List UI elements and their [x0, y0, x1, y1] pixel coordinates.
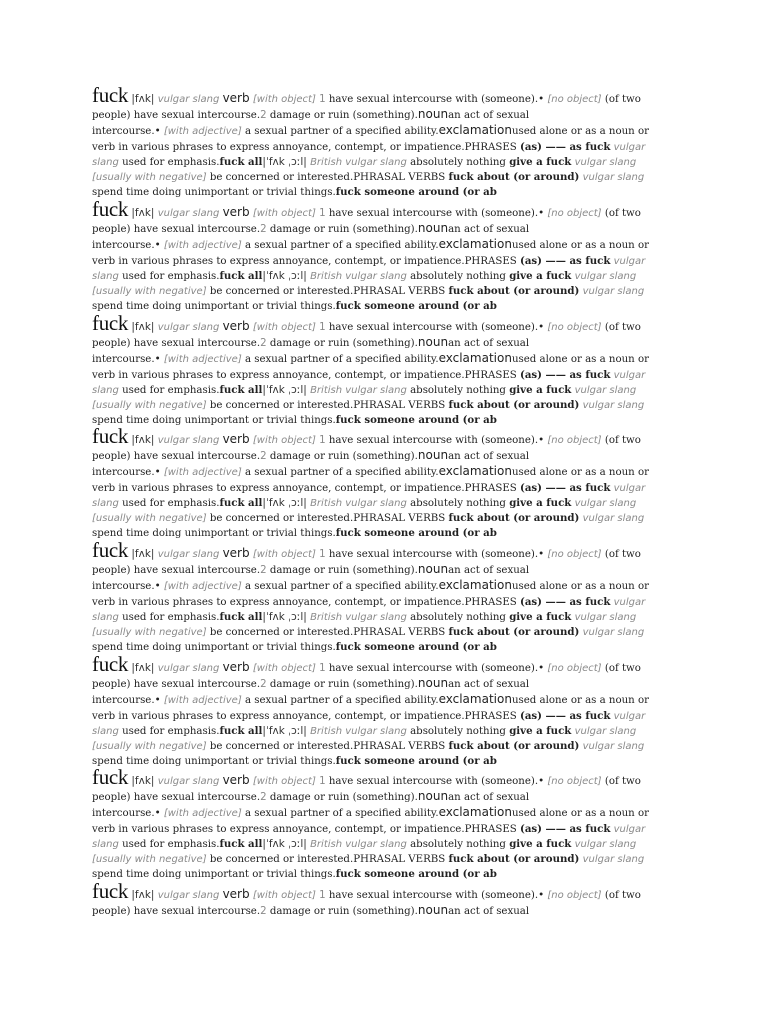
pronunciation: |fʌk|: [131, 434, 155, 446]
register-label: vulgar slang: [582, 741, 645, 753]
phrasal-verb-fuck-about: fuck about (or around): [448, 399, 580, 412]
headword: fuck: [92, 83, 129, 107]
sense-2-definition: damage or ruin (something).: [269, 224, 418, 236]
noun-definition: an act of sexual: [448, 110, 530, 122]
part-of-speech-verb: verb: [222, 773, 250, 787]
phrasal-verb-fuck-about: fuck about (or around): [448, 740, 580, 753]
definition-text: be concerned or interested.: [209, 854, 354, 866]
phrase-as-fuck: (as) —— as fuck: [520, 481, 611, 494]
phrase-fuck-all: fuck all: [219, 724, 263, 737]
noun-definition: an act of sexual: [448, 565, 530, 577]
grammar-usually-negative: [usually with negative]: [92, 741, 207, 753]
exclamation-definition: used alone or as a noun or: [511, 240, 649, 252]
definition-text: used for emphasis.: [122, 156, 220, 168]
definition-text: intercourse.: [92, 354, 155, 366]
part-of-speech-exclamation: exclamation: [438, 237, 512, 252]
bullet: •: [154, 581, 161, 593]
part-of-speech-noun: noun: [417, 221, 449, 236]
grammar-usually-negative: [usually with negative]: [92, 513, 207, 525]
noun-definition: an act of sexual: [448, 792, 530, 804]
definition-text: be concerned or interested.: [209, 513, 354, 525]
phrases-label: PHRASES: [464, 369, 517, 381]
phrases-label: PHRASES: [464, 596, 517, 608]
definition-text: be concerned or interested.: [209, 172, 354, 184]
bullet: •: [154, 240, 161, 252]
bullet: •: [154, 126, 161, 138]
register-label: vulgar slang: [157, 208, 220, 219]
phrase-give-a-fuck: give a fuck: [509, 837, 572, 850]
grammar-with-object: [with object]: [252, 549, 316, 560]
register-label: vulgar slang: [574, 384, 637, 396]
phrase-as-fuck: (as) —— as fuck: [520, 254, 611, 267]
definition-text: absolutely nothing: [410, 497, 506, 509]
bullet: •: [538, 208, 545, 219]
sense-2-definition: damage or ruin (something).: [269, 110, 418, 122]
pronunciation: |fʌk|: [131, 775, 155, 787]
dictionary-entry: [92, 424, 670, 541]
definition-text: (of two: [604, 663, 641, 674]
bullet: •: [154, 467, 161, 479]
definition-text: verb in various phrases to express annoyance, contempt, or impatience.: [92, 823, 465, 835]
definition-text: verb in various phrases to express annoyance, contempt, or impatience.: [92, 255, 465, 267]
register-label: British vulgar slang: [310, 725, 407, 737]
sense-number-1: 1: [319, 663, 326, 674]
definition-text: used for emphasis.: [122, 497, 220, 509]
register-label: vulgar slang: [582, 172, 645, 184]
grammar-with-adjective: [with adjective]: [163, 126, 242, 138]
sense-number-2: 2: [260, 792, 267, 804]
grammar-with-object: [with object]: [252, 663, 316, 674]
definition-text: (of two: [604, 549, 641, 560]
phrase-fuck-all: fuck all: [219, 610, 263, 623]
grammar-with-object: [with object]: [252, 208, 316, 219]
phrase-give-a-fuck: give a fuck: [509, 724, 572, 737]
register-label: vulgar slang: [574, 725, 637, 737]
sense-1-definition: have sexual intercourse with (someone).: [328, 663, 539, 674]
noun-definition: an act of sexual: [448, 338, 530, 350]
definition-text: (of two: [604, 322, 641, 333]
grammar-with-adjective: [with adjective]: [163, 581, 242, 593]
pronunciation: |fʌk|: [131, 93, 155, 105]
grammar-with-object: [with object]: [252, 776, 316, 787]
grammar-usually-negative: [usually with negative]: [92, 400, 207, 412]
sense-number-2: 2: [260, 110, 267, 122]
definition-text: verb in various phrases to express annoyance, contempt, or impatience.: [92, 369, 465, 381]
phrase-as-fuck: (as) —— as fuck: [520, 709, 611, 722]
register-label: British vulgar slang: [310, 838, 407, 850]
phrase-fuck-all: fuck all: [219, 496, 263, 509]
bullet: •: [538, 94, 545, 105]
sense-number-2: 2: [260, 338, 267, 350]
definition-text: be concerned or interested.: [209, 286, 354, 298]
register-label: vulgar slang: [92, 141, 646, 168]
phrasal-verb-fuck-someone-around: fuck someone around (or ab: [335, 868, 497, 881]
sense-number-1: 1: [319, 322, 326, 333]
grammar-no-object: [no object]: [547, 322, 602, 333]
dictionary-entry: [92, 538, 670, 655]
phrase-give-a-fuck: give a fuck: [509, 155, 572, 168]
phrasal-verb-fuck-about: fuck about (or around): [448, 171, 580, 184]
grammar-with-adjective: [with adjective]: [163, 695, 242, 707]
grammar-with-object: [with object]: [252, 94, 316, 105]
dictionary-entry: [92, 197, 670, 314]
sense-number-1: 1: [319, 94, 326, 105]
phrasal-verb-fuck-about: fuck about (or around): [448, 512, 580, 525]
definition-text: (of two: [604, 435, 641, 446]
phrasal-verbs-label: PHRASAL VERBS: [353, 400, 446, 412]
grammar-usually-negative: [usually with negative]: [92, 854, 207, 866]
phrase-fuck-all: fuck all: [219, 383, 263, 396]
phrase-fuck-all: fuck all: [219, 269, 263, 282]
register-label: vulgar slang: [582, 513, 645, 525]
sense-1-definition: have sexual intercourse with (someone).: [328, 94, 539, 105]
dictionary-entry: [92, 652, 670, 769]
headword: fuck: [92, 197, 129, 221]
grammar-no-object: [no object]: [547, 890, 602, 901]
definition-text: intercourse.: [92, 126, 155, 138]
definition-text: (of two: [604, 208, 641, 219]
phrase-as-fuck: (as) —— as fuck: [520, 595, 611, 608]
definition-text: used for emphasis.: [122, 384, 220, 396]
phrasal-verbs-label: PHRASAL VERBS: [353, 513, 446, 525]
sense-number-1: 1: [319, 208, 326, 219]
part-of-speech-exclamation: exclamation: [438, 464, 512, 479]
part-of-speech-verb: verb: [222, 319, 250, 333]
part-of-speech-noun: noun: [417, 335, 449, 350]
definition-text: used for emphasis.: [122, 611, 220, 623]
phrasal-verb-fuck-someone-around: fuck someone around (or ab: [335, 527, 497, 540]
sense-number-2: 2: [260, 906, 267, 918]
noun-definition: an act of sexual: [448, 679, 530, 691]
sense-number-2: 2: [260, 679, 267, 691]
part-of-speech-noun: noun: [417, 903, 449, 918]
pronunciation: |fʌk|: [131, 889, 155, 901]
exclamation-definition: used alone or as a noun or: [511, 808, 649, 820]
register-label: vulgar slang: [582, 400, 645, 412]
exclamation-definition: used alone or as a noun or: [511, 126, 649, 138]
part-of-speech-verb: verb: [222, 887, 250, 901]
grammar-with-object: [with object]: [252, 322, 316, 333]
phrasal-verb-fuck-about: fuck about (or around): [448, 285, 580, 298]
sense-number-1: 1: [319, 435, 326, 446]
register-label: vulgar slang: [574, 838, 637, 850]
definition-text: spend time doing unimportant or trivial things.: [92, 528, 336, 540]
phrasal-verb-fuck-about: fuck about (or around): [448, 853, 580, 866]
definition-text: a sexual partner of a specified ability.: [244, 126, 439, 138]
definition-text: spend time doing unimportant or trivial things.: [92, 756, 336, 768]
bullet: •: [154, 808, 161, 820]
phrase-as-fuck: (as) —— as fuck: [520, 368, 611, 381]
part-of-speech-verb: verb: [222, 432, 250, 446]
phrasal-verbs-label: PHRASAL VERBS: [353, 741, 446, 753]
part-of-speech-verb: verb: [222, 546, 250, 560]
pronunciation: |ˈfʌk ˌɔːl|: [262, 383, 307, 396]
phrasal-verbs-label: PHRASAL VERBS: [353, 172, 446, 184]
sense-number-1: 1: [319, 776, 326, 787]
dictionary-entry: [92, 83, 670, 200]
grammar-usually-negative: [usually with negative]: [92, 286, 207, 298]
pronunciation: |ˈfʌk ˌɔːl|: [262, 155, 307, 168]
phrase-fuck-all: fuck all: [219, 155, 263, 168]
register-label: vulgar slang: [157, 94, 220, 105]
phrases-label: PHRASES: [464, 823, 517, 835]
definition-text: a sexual partner of a specified ability.: [244, 695, 439, 707]
headword: fuck: [92, 424, 129, 448]
phrase-give-a-fuck: give a fuck: [509, 610, 572, 623]
grammar-with-object: [with object]: [252, 435, 316, 446]
exclamation-definition: used alone or as a noun or: [511, 581, 649, 593]
definition-text: absolutely nothing: [410, 611, 506, 623]
phrases-label: PHRASES: [464, 710, 517, 722]
register-label: vulgar slang: [574, 270, 637, 282]
headword: fuck: [92, 311, 129, 335]
noun-definition: an act of sexual: [448, 451, 530, 463]
register-label: vulgar slang: [582, 854, 645, 866]
part-of-speech-noun: noun: [417, 789, 449, 804]
bullet: •: [538, 776, 545, 787]
phrasal-verb-fuck-someone-around: fuck someone around (or ab: [335, 755, 497, 768]
register-label: British vulgar slang: [310, 156, 407, 168]
phrases-label: PHRASES: [464, 141, 517, 153]
grammar-no-object: [no object]: [547, 208, 602, 219]
part-of-speech-exclamation: exclamation: [438, 351, 512, 366]
grammar-no-object: [no object]: [547, 549, 602, 560]
register-label: vulgar slang: [582, 627, 645, 639]
dictionary-entry: [92, 765, 670, 882]
register-label: vulgar slang: [157, 549, 220, 560]
phrasal-verb-fuck-about: fuck about (or around): [448, 626, 580, 639]
phrasal-verb-fuck-someone-around: fuck someone around (or ab: [335, 186, 497, 199]
definition-text: be concerned or interested.: [209, 627, 354, 639]
phrasal-verbs-label: PHRASAL VERBS: [353, 627, 446, 639]
definition-text: spend time doing unimportant or trivial things.: [92, 301, 336, 313]
register-label: vulgar slang: [574, 156, 637, 168]
bullet: •: [538, 435, 545, 446]
definition-text: absolutely nothing: [410, 725, 506, 737]
definition-text: a sexual partner of a specified ability.: [244, 581, 439, 593]
definition-text: verb in various phrases to express annoyance, contempt, or impatience.: [92, 710, 465, 722]
sense-2-definition: damage or ruin (something).: [269, 679, 418, 691]
definition-text: people) have sexual intercourse.: [92, 906, 261, 918]
headword: fuck: [92, 538, 129, 562]
definition-text: a sexual partner of a specified ability.: [244, 467, 439, 479]
dictionary-entry-truncated: [92, 879, 670, 919]
bullet: •: [154, 354, 161, 366]
register-label: vulgar slang: [574, 497, 637, 509]
grammar-with-adjective: [with adjective]: [163, 808, 242, 820]
grammar-with-object: [with object]: [252, 890, 316, 901]
grammar-with-adjective: [with adjective]: [163, 467, 242, 479]
register-label: vulgar slang: [92, 482, 646, 509]
register-label: vulgar slang: [92, 369, 646, 396]
register-label: vulgar slang: [92, 823, 646, 850]
bullet: •: [538, 890, 545, 901]
register-label: vulgar slang: [157, 435, 220, 446]
sense-1-definition: have sexual intercourse with (someone).: [328, 776, 539, 787]
phrase-give-a-fuck: give a fuck: [509, 269, 572, 282]
headword: fuck: [92, 879, 129, 903]
exclamation-definition: used alone or as a noun or: [511, 354, 649, 366]
sense-number-1: 1: [319, 890, 326, 901]
definition-text: be concerned or interested.: [209, 741, 354, 753]
bullet: •: [538, 663, 545, 674]
bullet: •: [538, 549, 545, 560]
pronunciation: |ˈfʌk ˌɔːl|: [262, 837, 307, 850]
sense-number-2: 2: [260, 224, 267, 236]
definition-text: a sexual partner of a specified ability.: [244, 354, 439, 366]
definition-text: absolutely nothing: [410, 156, 506, 168]
phrasal-verbs-label: PHRASAL VERBS: [353, 286, 446, 298]
pronunciation: |ˈfʌk ˌɔːl|: [262, 724, 307, 737]
definition-text: absolutely nothing: [410, 270, 506, 282]
part-of-speech-exclamation: exclamation: [438, 805, 512, 820]
definition-text: intercourse.: [92, 240, 155, 252]
pronunciation: |ˈfʌk ˌɔːl|: [262, 269, 307, 282]
definition-text: people) have sexual intercourse.: [92, 110, 261, 122]
pronunciation: |ˈfʌk ˌɔːl|: [262, 610, 307, 623]
part-of-speech-noun: noun: [417, 562, 449, 577]
definition-text: a sexual partner of a specified ability.: [244, 808, 439, 820]
definition-text: spend time doing unimportant or trivial things.: [92, 187, 336, 199]
sense-2-definition: damage or ruin (something).: [269, 792, 418, 804]
register-label: British vulgar slang: [310, 497, 407, 509]
definition-text: verb in various phrases to express annoyance, contempt, or impatience.: [92, 141, 465, 153]
part-of-speech-verb: verb: [222, 91, 250, 105]
definition-text: people) have sexual intercourse.: [92, 224, 261, 236]
definition-text: people) have sexual intercourse.: [92, 338, 261, 350]
pronunciation: |fʌk|: [131, 548, 155, 560]
definition-text: verb in various phrases to express annoyance, contempt, or impatience.: [92, 596, 465, 608]
definition-text: spend time doing unimportant or trivial things.: [92, 415, 336, 427]
grammar-no-object: [no object]: [547, 94, 602, 105]
grammar-with-adjective: [with adjective]: [163, 240, 242, 252]
grammar-no-object: [no object]: [547, 663, 602, 674]
sense-1-definition: have sexual intercourse with (someone).: [328, 208, 539, 219]
sense-1-definition: have sexual intercourse with (someone).: [328, 435, 539, 446]
definition-text: verb in various phrases to express annoyance, contempt, or impatience.: [92, 482, 465, 494]
definition-text: used for emphasis.: [122, 838, 220, 850]
definition-text: (of two: [604, 890, 641, 901]
phrase-give-a-fuck: give a fuck: [509, 383, 572, 396]
register-label: vulgar slang: [157, 776, 220, 787]
grammar-no-object: [no object]: [547, 776, 602, 787]
grammar-no-object: [no object]: [547, 435, 602, 446]
definition-text: spend time doing unimportant or trivial things.: [92, 642, 336, 654]
pronunciation: |fʌk|: [131, 321, 155, 333]
part-of-speech-noun: noun: [417, 448, 449, 463]
sense-2-definition: damage or ruin (something).: [269, 906, 418, 918]
headword: fuck: [92, 765, 129, 789]
phrase-fuck-all: fuck all: [219, 837, 263, 850]
grammar-usually-negative: [usually with negative]: [92, 172, 207, 184]
definition-text: people) have sexual intercourse.: [92, 679, 261, 691]
phrasal-verbs-label: PHRASAL VERBS: [353, 854, 446, 866]
pronunciation: |fʌk|: [131, 207, 155, 219]
register-label: vulgar slang: [92, 255, 646, 282]
definition-text: (of two: [604, 94, 641, 105]
register-label: vulgar slang: [92, 710, 646, 737]
definition-text: people) have sexual intercourse.: [92, 451, 261, 463]
phrasal-verb-fuck-someone-around: fuck someone around (or ab: [335, 641, 497, 654]
bullet: •: [154, 695, 161, 707]
phrases-label: PHRASES: [464, 482, 517, 494]
part-of-speech-verb: verb: [222, 660, 250, 674]
register-label: vulgar slang: [157, 322, 220, 333]
register-label: British vulgar slang: [310, 270, 407, 282]
definition-text: be concerned or interested.: [209, 400, 354, 412]
register-label: vulgar slang: [92, 596, 646, 623]
sense-1-definition: have sexual intercourse with (someone).: [328, 890, 539, 901]
phrase-give-a-fuck: give a fuck: [509, 496, 572, 509]
register-label: vulgar slang: [574, 611, 637, 623]
definition-text: people) have sexual intercourse.: [92, 792, 261, 804]
pronunciation: |fʌk|: [131, 662, 155, 674]
definition-text: absolutely nothing: [410, 384, 506, 396]
grammar-with-adjective: [with adjective]: [163, 354, 242, 366]
register-label: British vulgar slang: [310, 384, 407, 396]
noun-definition: an act of sexual: [448, 224, 530, 236]
part-of-speech-verb: verb: [222, 205, 250, 219]
bullet: •: [538, 322, 545, 333]
phrases-label: PHRASES: [464, 255, 517, 267]
part-of-speech-noun: noun: [417, 676, 449, 691]
definition-text: intercourse.: [92, 467, 155, 479]
definition-text: intercourse.: [92, 808, 155, 820]
part-of-speech-exclamation: exclamation: [438, 578, 512, 593]
phrase-as-fuck: (as) —— as fuck: [520, 822, 611, 835]
register-label: British vulgar slang: [310, 611, 407, 623]
pronunciation: |ˈfʌk ˌɔːl|: [262, 496, 307, 509]
definition-text: used for emphasis.: [122, 725, 220, 737]
headword: fuck: [92, 652, 129, 676]
sense-number-2: 2: [260, 565, 267, 577]
sense-1-definition: have sexual intercourse with (someone).: [328, 322, 539, 333]
exclamation-definition: used alone or as a noun or: [511, 695, 649, 707]
register-label: vulgar slang: [582, 286, 645, 298]
phrase-as-fuck: (as) —— as fuck: [520, 140, 611, 153]
sense-1-definition: have sexual intercourse with (someone).: [328, 549, 539, 560]
definition-text: (of two: [604, 776, 641, 787]
definition-text: intercourse.: [92, 695, 155, 707]
sense-number-1: 1: [319, 549, 326, 560]
sense-number-2: 2: [260, 451, 267, 463]
register-label: vulgar slang: [157, 890, 220, 901]
part-of-speech-noun: noun: [417, 107, 449, 122]
exclamation-definition: used alone or as a noun or: [511, 467, 649, 479]
noun-definition: an act of sexual: [448, 906, 530, 918]
register-label: vulgar slang: [157, 663, 220, 674]
definition-text: absolutely nothing: [410, 838, 506, 850]
definition-text: intercourse.: [92, 581, 155, 593]
definition-text: a sexual partner of a specified ability.: [244, 240, 439, 252]
phrasal-verb-fuck-someone-around: fuck someone around (or ab: [335, 300, 497, 313]
dictionary-entry: [92, 311, 670, 428]
definition-text: people) have sexual intercourse.: [92, 565, 261, 577]
phrasal-verb-fuck-someone-around: fuck someone around (or ab: [335, 414, 497, 427]
sense-2-definition: damage or ruin (something).: [269, 338, 418, 350]
definition-text: spend time doing unimportant or trivial things.: [92, 869, 336, 881]
sense-2-definition: damage or ruin (something).: [269, 565, 418, 577]
part-of-speech-exclamation: exclamation: [438, 692, 512, 707]
sense-2-definition: damage or ruin (something).: [269, 451, 418, 463]
definition-text: used for emphasis.: [122, 270, 220, 282]
grammar-usually-negative: [usually with negative]: [92, 627, 207, 639]
part-of-speech-exclamation: exclamation: [438, 123, 512, 138]
